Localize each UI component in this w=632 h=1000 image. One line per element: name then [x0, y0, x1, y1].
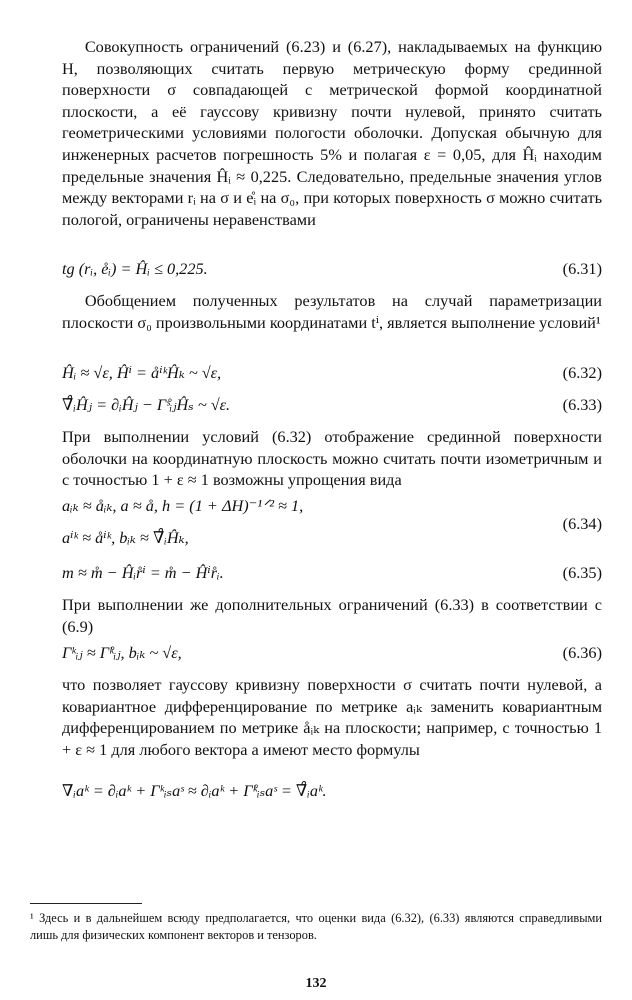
footnote: ¹ Здесь и в дальнейшем всюду предполагается, что оценки вида (6.32), (6.33) являются справедливыми лишь для физических компонент векторов и тензоров. [30, 911, 602, 942]
paragraph-5: что позволяет гауссову кривизну поверхности σ считать почти нулевой, а ковариантное дифференцирование по метрике aᵢₖ заменить ковариантным дифференцированием по метрике åᵢₖ на плоскости; например, с точностью 1 + ε ≈ 1 для любого вектора a имеют место формулы [62, 675, 602, 759]
equation-6-31-formula: tg (rᵢ, e̊ᵢ) = Ĥᵢ ≤ 0,225. [62, 259, 208, 278]
equation-6-32-formula: Ĥᵢ ≈ √ε, Ĥⁱ = åⁱᵏĤₖ ~ √ε, [62, 363, 222, 382]
equation-6-32-number: (6.32) [562, 363, 602, 382]
page-number: 132 [305, 976, 327, 991]
paragraph-3: При выполнении условий (6.32) отображение срединной поверхности оболочки на координатную плоскость можно считать почти изометричным и с точностью 1 + ε ≈ 1 возможны упрощения вида [62, 427, 602, 490]
equation-6-36 [62, 640, 602, 666]
equation-6-33-formula: ∇̊ᵢĤⱼ = ∂ᵢĤⱼ − Γ̊ˢᵢⱼĤₛ ~ √ε. [62, 395, 231, 414]
equation-6-34 [62, 492, 602, 556]
equation-6-36-number: (6.36) [562, 643, 602, 662]
equation-covariant-derivative-formula: ∇ᵢaᵏ = ∂ᵢaᵏ + Γᵏᵢₛaˢ ≈ ∂ᵢaᵏ + Γ̊ᵏᵢₛaˢ = ∇̊ᵢaᵏ. [62, 781, 327, 800]
equation-6-35-number: (6.35) [562, 563, 602, 582]
equation-6-34-line-2: aⁱᵏ ≈ åⁱᵏ, bᵢₖ ≈ ∇̊ᵢĤₖ, [62, 528, 189, 547]
equation-6-31-number: (6.31) [562, 259, 602, 278]
equation-6-33 [62, 392, 602, 418]
equation-6-33-number: (6.33) [562, 395, 602, 414]
equation-6-34-line-1: aᵢₖ ≈ åᵢₖ, a ≈ å, h = (1 + ΔH)⁻¹ᐟ² ≈ 1, [62, 496, 304, 515]
equation-6-34-number: (6.34) [562, 514, 602, 533]
equation-6-31 [62, 256, 602, 282]
equation-6-32 [62, 360, 602, 386]
paragraph-2: Обобщением полученных результатов на случай параметризации плоскости σ₀ произвольными координатами tⁱ, является выполнение условий¹ [62, 291, 602, 332]
paragraph-1: Совокупность ограничений (6.23) и (6.27), накладываемых на функцию H, позволяющих считать первую метрическую форму срединной поверхности σ совпадающей с метрической формой координатной плоскости, а её гауссову кривизну почти нулевой, принято считать геометрическими условиями пологости оболочки. Допуская обычную для инженерных расчетов погрешность 5% и полагая ε = 0,05, для Ĥᵢ находим предельные значения Ĥᵢ ≈ 0,225. Следовательно, предельные значения углов между векторами rᵢ на σ и e̊ᵢ на σ₀, при которых поверхность σ можно считать пологой, ограничены неравенствами [62, 37, 602, 229]
footnote-divider [30, 903, 142, 904]
equation-6-35-formula: m ≈ m̊ − Ĥᵢr̊ⁱ = m̊ − Ĥⁱr̊ᵢ. [62, 563, 224, 582]
equation-6-35 [62, 560, 602, 586]
paragraph-4: При выполнении же дополнительных ограничений (6.33) в соответствии с (6.9) [62, 595, 602, 636]
equation-6-36-formula: Γᵏᵢⱼ ≈ Γ̊ᵏᵢⱼ, bᵢₖ ~ √ε, [62, 643, 182, 662]
equation-covariant-derivative [62, 778, 602, 804]
